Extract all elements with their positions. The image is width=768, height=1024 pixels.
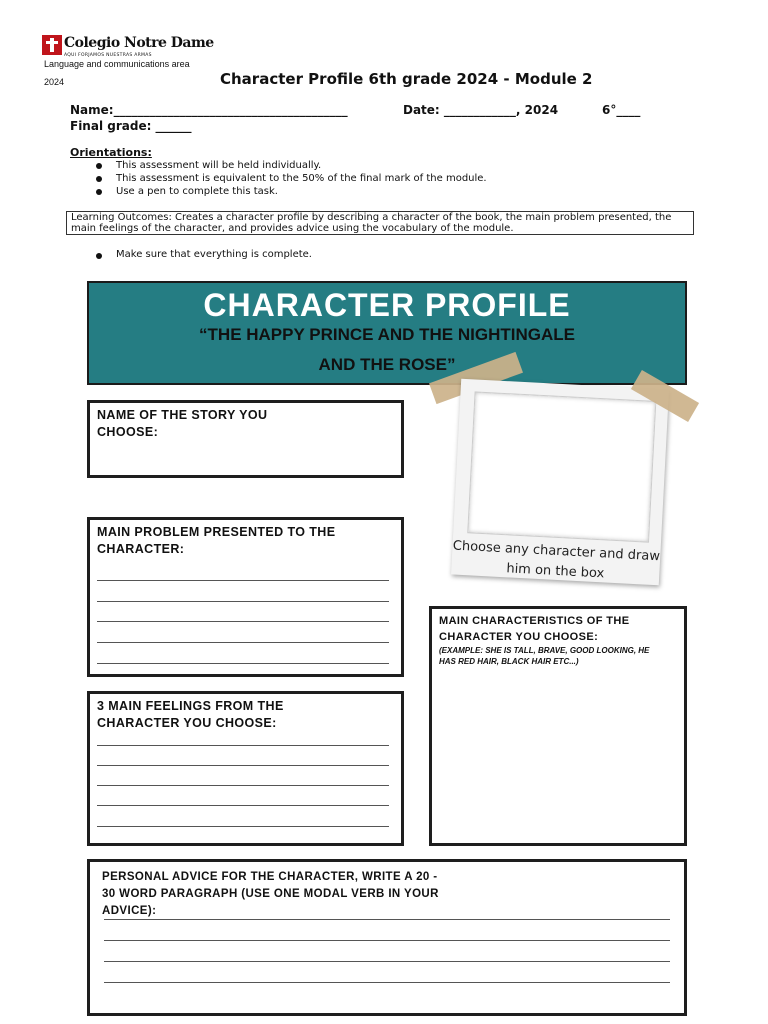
school-motto: AQUI FORJAMOS NUESTRAS ARMAS — [64, 53, 152, 58]
writing-line — [97, 601, 389, 602]
banner-title: CHARACTER PROFILE — [203, 287, 571, 323]
characteristics-example: (EXAMPLE: SHE IS TALL, BRAVE, GOOD LOOKING, HE HAS RED HAIR, BLACK HAIR ETC...) — [439, 646, 650, 666]
writing-line — [104, 940, 670, 941]
reminder-item: Make sure that everything is complete. — [94, 249, 312, 260]
writing-line — [97, 621, 389, 622]
final-grade-field[interactable]: Final grade: ______ — [70, 119, 192, 133]
character-drawing-frame[interactable] — [451, 379, 669, 586]
banner-subtitle-line1: “THE HAPPY PRINCE AND THE NIGHTINGALE — [199, 325, 575, 344]
writing-line — [104, 982, 670, 983]
writing-line — [97, 745, 389, 746]
year-label: 2024 — [44, 77, 65, 87]
main-characteristics-label: MAIN CHARACTERISTICS OF THE CHARACTER YOU CHOOSE: — [439, 615, 630, 643]
school-name: Colegio Notre Dame — [64, 35, 214, 51]
writing-line — [97, 765, 389, 766]
personal-advice-label: PERSONAL ADVICE FOR THE CHARACTER, WRITE A 20 - 30 WORD PARAGRAPH (USE ONE MODAL VERB IN YOUR ADVICE): — [102, 871, 439, 917]
list-item: This assessment will be held individually. — [94, 159, 487, 172]
writing-line — [97, 785, 389, 786]
orientations-heading: Orientations: — [70, 146, 152, 159]
writing-line — [97, 805, 389, 806]
character-profile-banner — [87, 281, 687, 385]
main-problem-label: MAIN PROBLEM PRESENTED TO THE CHARACTER: — [97, 525, 336, 556]
writing-line — [104, 961, 670, 962]
drawing-area[interactable] — [467, 391, 656, 542]
personal-advice-box[interactable] — [87, 859, 687, 1016]
area-label: Language and communications area — [44, 59, 190, 69]
story-name-box[interactable] — [87, 400, 404, 478]
story-name-label: NAME OF THE STORY YOU CHOOSE: — [97, 408, 268, 439]
orientations-list — [94, 159, 487, 198]
writing-line — [97, 826, 389, 827]
main-problem-box[interactable] — [87, 517, 404, 677]
document-title: Character Profile 6th grade 2024 - Module 2 — [220, 70, 593, 88]
writing-line — [97, 642, 389, 643]
list-item: This assessment is equivalent to the 50% of the final mark of the module. — [94, 172, 487, 185]
main-characteristics-box[interactable] — [429, 606, 687, 846]
writing-line — [97, 580, 389, 581]
grade-field[interactable]: 6°____ — [602, 103, 641, 117]
name-field[interactable]: Name:_______________________________________ — [70, 103, 348, 117]
main-feelings-box[interactable] — [87, 691, 404, 846]
banner-subtitle-line2: AND THE ROSE” — [318, 355, 456, 374]
main-feelings-label: 3 MAIN FEELINGS FROM THE CHARACTER YOU CHOOSE: — [97, 699, 284, 730]
date-field[interactable]: Date: ____________, 2024 — [403, 103, 559, 117]
learning-outcomes-box: Learning Outcomes: Creates a character profile by describing a character of the book, the main problem presented, the main feelings of the character, and provides advice using the vocabulary of the module. — [66, 211, 694, 235]
writing-line — [97, 663, 389, 664]
drawing-instruction: Choose any character and draw him on the box — [452, 538, 661, 582]
list-item: Use a pen to complete this task. — [94, 185, 487, 198]
school-logo-icon — [42, 35, 62, 55]
writing-line — [104, 919, 670, 920]
